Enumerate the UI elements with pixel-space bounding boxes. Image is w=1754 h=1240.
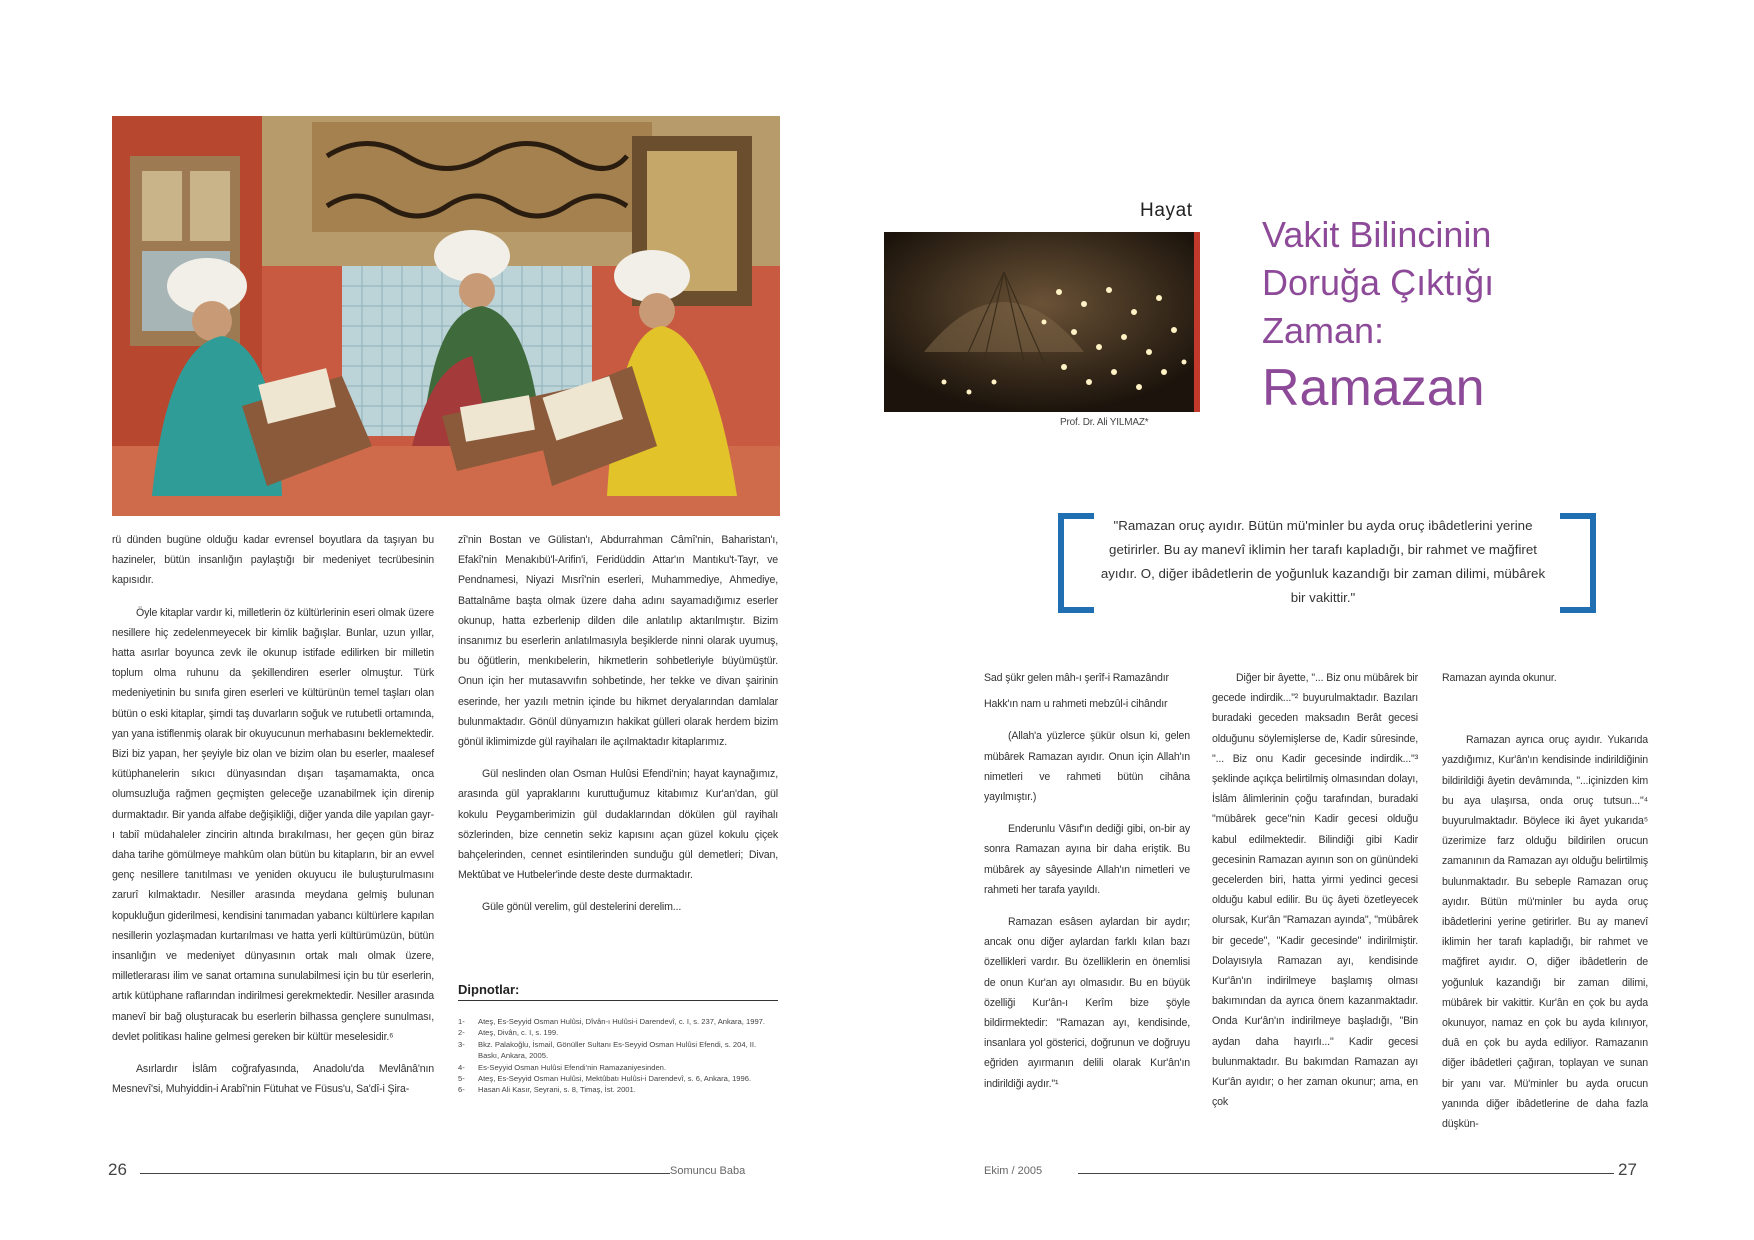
section-label: Hayat — [1140, 200, 1193, 221]
paragraph: Ramazan esâsen aylardan bir aydır; ancak onu diğer aylardan farklı kılan bazı özellikleri vardır. Bu özelliklerin en önemlisi de onun Kur'an ayı olmasıdır. Bu en büyük özelliği Kur'ân-ı Kerîm bize şöyle bildirmektedir: "Ramazan ayı, kendisinde, insanlara yol gösterici, doğrunun ve doğruyu eğriden ayırmanın delili olarak Kur'ân'ın indirildiği aydır."¹ — [984, 916, 1190, 1090]
paragraph: Enderunlu Vâsıf'ın dediği gibi, on-bir ay sonra Ramazan ayına bir daha eriştik. Bu mübârek ay sâyesinde Allah'ın nimetleri ve rahmeti her tarafa yayıldı. — [984, 823, 1190, 896]
footnote: 5- Ateş, Es-Seyyid Osman Hulûsi, Mektûbatı Hulûsi-i Darendevî, s. 6, Ankara, 1996. — [458, 1074, 752, 1084]
chandelier-photo — [884, 232, 1200, 412]
footer-rule-right — [1078, 1173, 1614, 1174]
right-column-3 — [1442, 668, 1648, 1146]
footnotes-heading: Dipnotlar: — [458, 982, 520, 997]
lamps-illustration — [884, 232, 1200, 412]
paragraph: Güle gönül verelim, gül destelerini derelim... — [482, 901, 682, 914]
page-number-right: 27 — [1618, 1160, 1637, 1179]
quote-line: "Ramazan oruç ayıdır. Bütün mü'minler bu ayda oruç ibâdetlerini yerine — [1113, 518, 1533, 533]
miniature-painting — [112, 116, 780, 516]
footer-issue-date: Ekim / 2005 — [984, 1165, 1043, 1177]
article-title-line-1: Vakit Bilincinin — [1262, 214, 1492, 255]
footer-magazine-name: Somuncu Baba — [670, 1165, 746, 1177]
right-column-1 — [984, 668, 1190, 1106]
footer-rule-left — [140, 1173, 670, 1174]
right-column-2 — [1212, 668, 1418, 1124]
footnote: 2- Ateş, Divân, c. I, s. 199. — [458, 1028, 559, 1038]
footnote: 4- Es-Seyyid Osman Hulûsi Efendi'nin Ramazaniyesinden. — [458, 1062, 667, 1072]
paragraph: Ramazan ayrıca oruç ayıdır. Yukarıda yazdığımız, Kur'ân'ın kendisinde indirildiğinin bildirildiği âyetin devâmında, "...içinizden kim bu aya ulaşırsa, onda oruç tutsun..."⁴ buyurulmaktadır. Böylece iki âyet yukarıda⁵ üzerimize farz olduğu bildirilen orucun zamanının da Ramazan ayı olduğu belirtilmiş bulunmaktadır. Bu sebeple Ramazan oruç ayıdır. Bütün mü'minler bu ayda oruç ibâdetlerini yerine getirirler. Bu ay manevî iklimin her tarafı kapladığı, bir rahmet ve mağfiret ayıdır. O, diğer ibâdetlerin de yoğunluk kazandığı bir zaman dilimi, mübârek bir vakittir. Kur'ân en çok bu ayda okunuyor, namaz en çok bu ayda kılınıyor, duâ en çok bu ayda ediliyor. Ramazanın diğer ibâdetleri çağıran, toplayan ve sunan bir yanı var. Mü'minler bu ayda orucun yanında diğer ibâdetlerine de daha fazla düşkün- — [1442, 734, 1648, 1131]
verse-line: Hakk'ın nam u rahmeti mebzûl-i cihândır — [984, 698, 1168, 711]
paragraph: Gül neslinden olan Osman Hulûsi Efendi'nin; hayat kaynağımız, arasında gül yapraklarını kuruttuğumuz kitabımız Kur'an'dan, gül kokulu Peygamberimizin gül dudaklarından dökülen gül rayihalı sözlerinden, bize cennetin sekiz kapısını açan güzel kokulu çiçek bahçelerinden, cennet esintilerinden sunduğu gül demetleri; Divan, Mektûbat ve Hutbeler'inde deste deste durmaktadır. — [458, 768, 778, 882]
quote-line: getirirler. Bu ay manevî iklimin her tarafı kapladığı, bir rahmet ve mağfiret — [1109, 542, 1537, 557]
left-column-2 — [458, 530, 778, 930]
paragraph: Diğer bir âyette, "... Biz onu mübârek bir gecede indirdik..."² buyurulmaktadır. Bazıları buradaki geceden maksadın Berât gecesi olduğunu söylemişlerse de, Kadir sûresinde, "... Biz onu Kadir gecesinde indirdik..."³ şeklinde açıkça belirtilmiş olmasından dolayı, İslâm âlimlerinin çoğu tarafından, buradaki "mübârek gece"nin Kadir gecesi olduğu kabul edilmektedir. Bilindiği gibi Kadir gecesinin Ramazan ayının son on günündeki gecelerden biri, hatta yirmi yedinci gecesi olduğu kabul edilir. Bu üç âyeti özetleyecek olursak, Kur'ân "Ramazan ayında", "mübârek bir gecede", "Kadir gecesinde" indirilmiştir. Dolayısıyla Ramazan ayı, kendisinde Kur'ân'ın indirilmeye başlamış olması bakımından da ayrıca önem kazanmaktadır. Onda Kur'ân'ın indirilmeye başladığı, "Bin aydan daha hayırlı..." Kadir gecesi bulunmaktadır. Bu bakımdan Ramazan ayı Kur'ân ayıdır; o her zaman okunur; ama, en çok — [1212, 672, 1418, 1109]
article-title-line-2: Doruğa Çıktığı — [1262, 262, 1495, 303]
paragraph: Asırlardır İslâm coğrafyasında, Anadolu'da Mevlânâ'nın Mesnevî'si, Muhyiddin-i Arabî'nin Fütuhat ve Füsus'u, Sa'dî-i Şira- — [112, 1063, 434, 1096]
footnotes-divider — [458, 1000, 778, 1001]
verse-line: Sad şükr gelen mâh-ı şerîf-i Ramazândır — [984, 672, 1169, 684]
accent-bar — [1194, 232, 1200, 412]
paragraph: Ramazan ayında okunur. — [1442, 672, 1557, 684]
page-number-left: 26 — [108, 1160, 127, 1179]
quote-bracket-right — [1560, 513, 1596, 613]
footnotes-list — [458, 1016, 778, 1096]
article-title-line-3: Zaman: — [1262, 310, 1385, 351]
footnote: 3- Bkz. Palakoğlu, İsmail, Gönüller Sultanı Es-Seyyid Osman Hulûsi Efendi, s. 204, II. Baskı, Ankara, 2005. — [458, 1039, 757, 1061]
footnote: 1- Ateş, Es-Seyyid Osman Hulûsi, Dîvân-ı Hulûsi-i Darendevî, c. I, s. 237, Ankara, 1997. — [458, 1017, 765, 1026]
pull-quote — [1098, 514, 1548, 610]
footnote: 6- Hasan Ali Kasır, Seyrani, s. 8, Timaş, İst. 2001. — [458, 1085, 636, 1095]
paragraph: rü dünden bugüne olduğu kadar evrensel boyutlara da taşıyan bu hazineler, bütün insanlığın paylaştığı bir medeniyet tecrübesinin kapısıdır. — [112, 534, 434, 587]
left-column-1 — [112, 530, 434, 1111]
author-name: Prof. Dr. Ali YILMAZ* — [1060, 417, 1149, 428]
quote-bracket-left — [1058, 513, 1094, 613]
paragraph: Öyle kitaplar vardır ki, milletlerin öz kültürlerinin eseri olmak üzere nesillere hiç zedelenmeyecek bir kimlik bağışlar. Bunlar, uzun yıllar, hatta asırlar boyunca zevk ile okunup istifade edilirken bir milletin toplum olma ruhunu da şekillendiren eserler olmuştur. Türk medeniyetinin bu sınıfa giren eserleri ve kültürünün temel taşları olan bütün o eski kitaplar, şimdi taş duvarların soğuk ve rutubetli ortamında, yan yana istiflenmiş olarak bir okuyucunun merhabasını beklemektedir. Bizi biz yapan, her şeyiyle biz olan ve bizim olan bu eserler, maalesef kütüphanelerin sıkıcı dünyasından dışarı taşamamakta, onca olumsuzluğa rağmen geçmişten geleceğe uzanabilmek için direnip durmaktadır. Bir yanda alfabe değişikliği, diğer yanda dile yapılan gayr-ı tabiî müdahaleler zincirin altında bırakılması, her geçen gün biraz daha tarihe gömülmeye mahkûm olan bütün bu kitapların, bir an evvel genç nesillere tanıtılması ve yeniden okuyucu ile buluşturulmasını zarurî kılmaktadır. Nesiller arasında meydana gelmiş bulunan kopukluğun giderilmesi, kendisini tanımadan yabancı kültürlere kapılan nesillerin yozlaşmadan kurtarılması ve hatta yerli kültürümüzün, bütün insanlığın ve medeniyet dünyasının ortak malı olmak üzere, milletlerarası ilim ve sanat ortamına sunulabilmesi için bu tür eserlerin, artık kütüphane raflarından indirilmesi gerekmektedir. Nesiller arasında manevî bir bağ oluşturacak bu eserlerin bilhassa gençlere sunulması, devlet politikası haline gelmesi gereken bir kültür meselesidir.⁶ — [112, 606, 434, 1043]
quote-line: ayıdır. O, diğer ibâdetlerin de yoğunluk kazandığı bir zaman dilimi, mübârek — [1100, 566, 1546, 581]
paragraph: (Allah'a yüzlerce şükür olsun ki, gelen mübârek Ramazan ayıdır. Onun için Allah'ın nimetleri ve rahmeti bütün cihâna yayılmıştır.) — [984, 730, 1190, 804]
paragraph: zî'nin Bostan ve Gülistan'ı, Abdurrahman Câmî'nin, Baharistan'ı, Efakî'nin Menakıbü'l-Arifin'i, Feridüddin Attar'ın Mantıku't-Tayr, ve Pendnamesi, Niyazi Mısrî'nin eserleri, Muhammediye, Ahmediye, Battalnâme başta olmak üzere daha adını sayamadığımız eserler okunup, hatta ezberlenip dilden dile anlatılıp aktarılmıştır. Bizim insanımız bu eserlerin anlatılmasıyla beşiklerde ninni olarak uyumuş, bu öğütlerin, menkıbelerin, hikmetlerin sohbetleriyle büyümüştür. Onun için her mutasavvıfın sohbetinde, her tekke ve divan şairinin eserinde, her yazılı metnin içinde bu hikmet deryalarından damlalar bulunmaktadır. Gönül dünyamızın hakikat gülleri olarak herdem bizim gönül iklimimizde gül rayihaları ile açılmaktadır kitaplarımız. — [458, 534, 778, 749]
quote-line: bir vakittir." — [1290, 590, 1356, 605]
miniature-illustration — [112, 116, 780, 516]
article-title-main: Ramazan — [1262, 359, 1485, 417]
